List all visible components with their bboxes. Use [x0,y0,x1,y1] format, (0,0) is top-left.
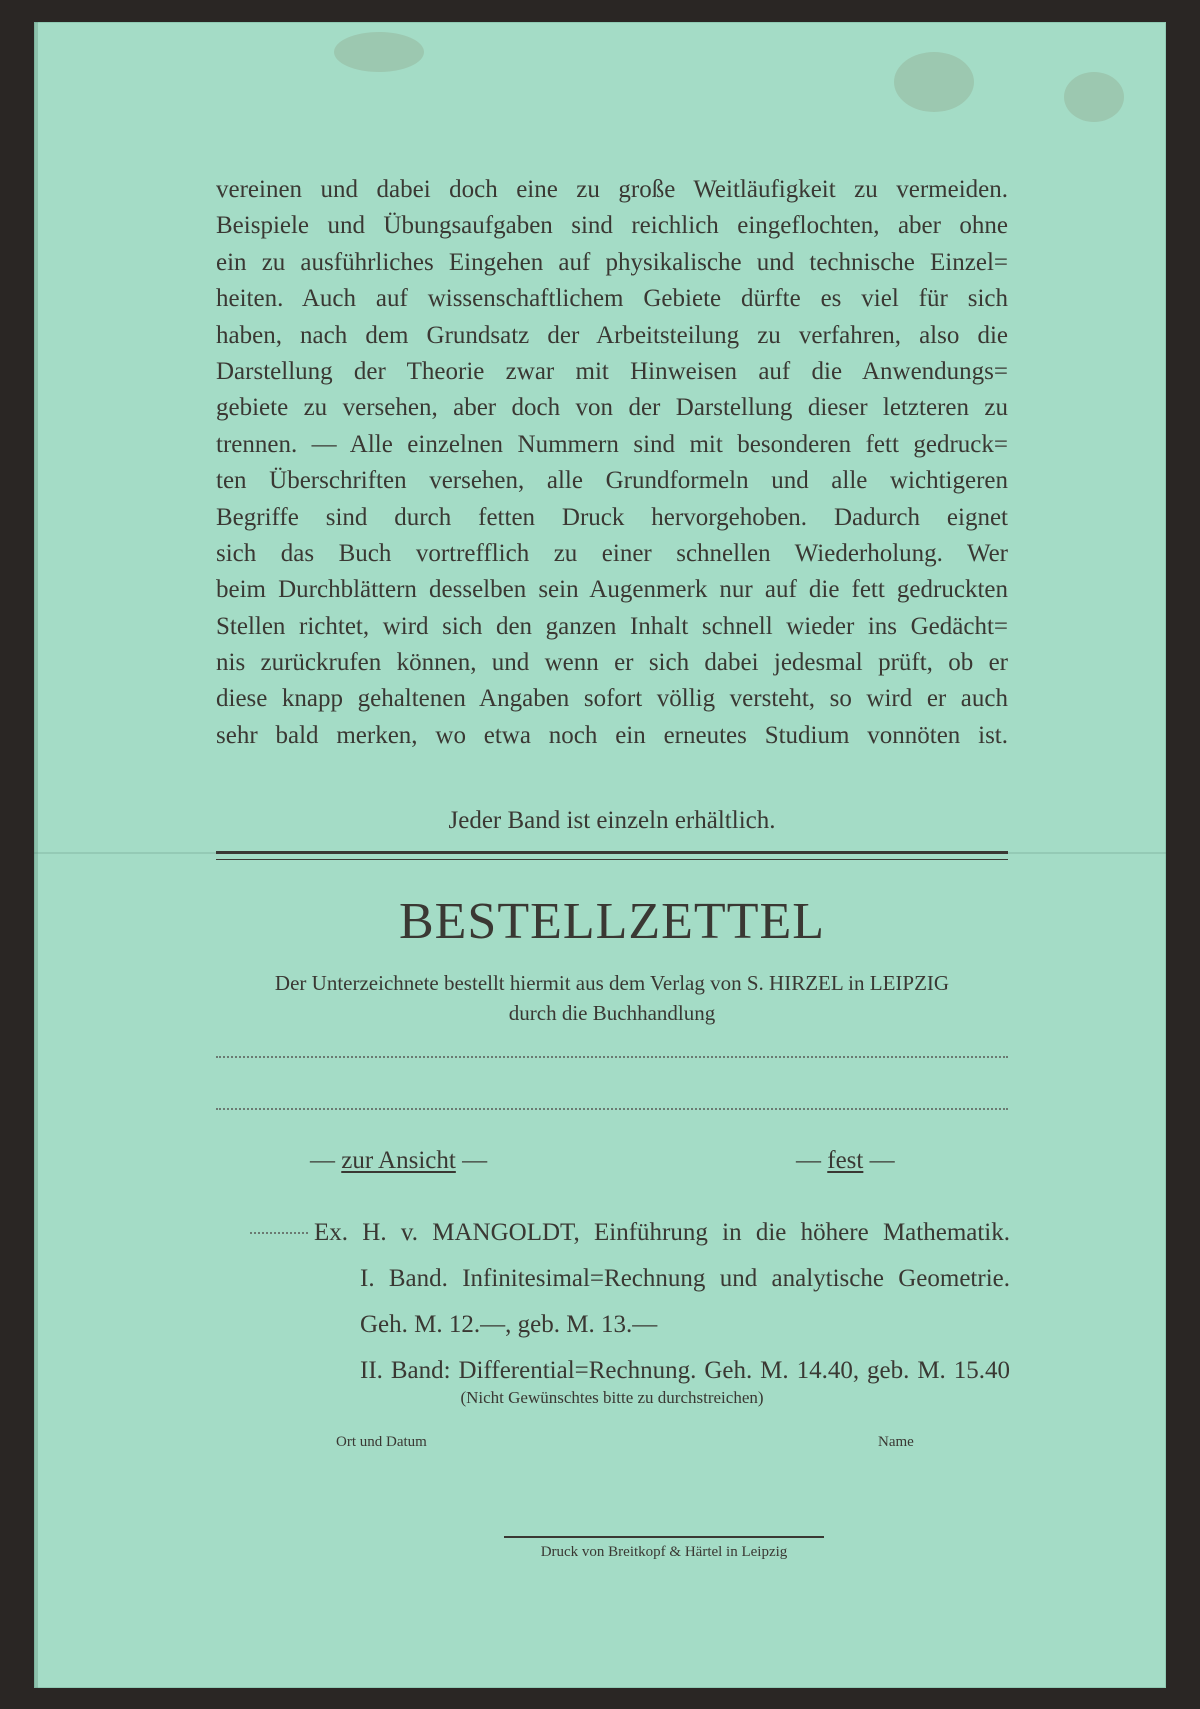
dash: — [796,1147,828,1174]
item-volume-2: II. Band: Differential=Rechnung. Geh. M. 14.40, geb. M. 15.40 [360,1357,1010,1384]
section-divider [216,859,1008,860]
printer-imprint: Druck von Breitkopf & Härtel in Leipzig [504,1536,824,1561]
text-line: Beispiele und Übungsaufgaben sind reichlich eingeflochten, aber ohne [216,212,1008,240]
section-divider [216,851,1008,854]
text-line: trennen. — Alle einzelnen Nummern sind mit besonderen fett gedruck= [216,430,1008,458]
place-date-label: Ort und Datum [336,1434,427,1450]
strike-instruction: (Nicht Gewünschtes bitte zu durchstreichen) [460,1388,764,1407]
item-volume-1: I. Band. Infinitesimal=Rechnung und analytische Geometrie. [360,1265,1010,1292]
text-line: ten Überschriften versehen, alle Grundformeln und alle wichtigeren [216,467,1008,495]
item-price-1: Geh. M. 12.—, geb. M. 13.— [360,1311,658,1338]
bookshop-field[interactable] [216,1108,1008,1110]
text-line: diese knapp gehaltenen Angaben sofort völlig versteht, so wird er auch [216,685,1008,713]
dash: — [863,1147,895,1174]
dash: — [455,1147,488,1174]
dash: — [310,1147,342,1174]
document-page [34,22,1166,1688]
option-label: fest [827,1147,864,1174]
text-line: Begriffe sind durch fetten Druck hervorgehoben. Dadurch eignet [216,503,1008,531]
text-line: sich das Buch vortrefflich zu einer schnellen Wiederholung. Wer [216,539,1008,567]
text-line: Darstellung der Theorie zwar mit Hinweisen auf die Anwendungs= [216,357,1008,385]
subtitle-line: Der Unterzeichnete bestellt hiermit aus dem Verlag von S. HIRZEL in LEIPZIG [274,971,950,995]
description-paragraph [216,172,1008,754]
text-line: sehr bald merken, wo etwa noch ein erneutes Studium vonnöten ist. [216,721,1008,749]
order-form-subtitle [216,968,1008,1028]
order-item [250,1210,1010,1394]
order-form-title: BESTELLZETTEL [398,893,825,950]
quantity-field[interactable] [250,1232,308,1234]
name-label: Name [878,1434,914,1450]
text-line: ein zu ausführliches Eingehen auf physikalische und technische Einzel= [216,248,1008,276]
item-title: Ex. H. v. MANGOLDT, Einführung in die höhere Mathematik. [314,1219,1010,1246]
text-line: heiten. Auch auf wissenschaftlichem Gebiete dürfte es viel für sich [216,285,1008,313]
bookshop-field[interactable] [216,1056,1008,1058]
item-title-row [250,1210,1010,1256]
text-line: vereinen und dabei doch eine zu große Weitläufigkeit zu vermeiden. [216,176,1008,203]
text-line: beim Durchblättern desselben sein Augenmerk nur auf die fett gedruckten [216,576,1008,604]
text-line: Stellen richtet, wird sich den ganzen Inhalt schnell wieder ins Gedächt= [216,612,1008,640]
text-line: gebiete zu versehen, aber doch von der Darstellung dieser letzteren zu [216,394,1008,422]
option-label: zur Ansicht [341,1147,456,1174]
availability-note: Jeder Band ist einzeln erhältlich. [448,807,776,834]
text-line: haben, nach dem Grundsatz der Arbeitsteilung zu verfahren, also die [216,321,1008,349]
subtitle-line: durch die Buchhandlung [508,1001,716,1025]
option-zur-ansicht[interactable] [310,1147,487,1175]
text-line: nis zurückrufen können, und wenn er sich dabei jedesmal prüft, ob er [216,649,1008,677]
option-fest[interactable] [796,1147,895,1175]
